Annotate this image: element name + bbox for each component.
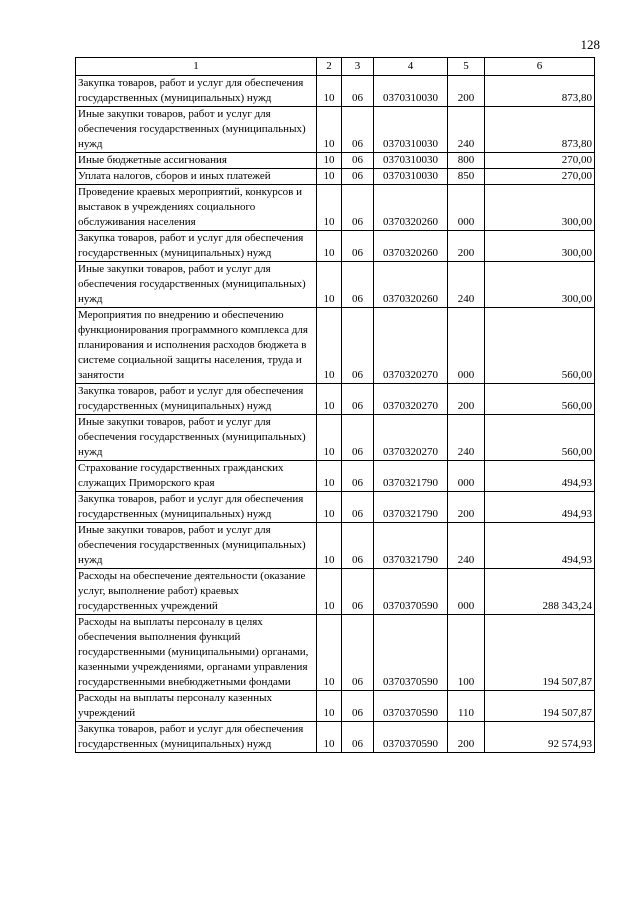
- row-subsection: 06: [342, 308, 374, 384]
- row-expense-type: 200: [448, 76, 485, 107]
- row-subsection: 06: [342, 615, 374, 691]
- row-subsection: 06: [342, 523, 374, 569]
- header-col-1: 1: [76, 58, 317, 76]
- row-amount: 494,93: [485, 523, 595, 569]
- row-expense-type: 000: [448, 185, 485, 231]
- header-col-4: 4: [374, 58, 448, 76]
- row-expense-type: 850: [448, 169, 485, 185]
- row-name: Закупка товаров, работ и услуг для обеспечения государственных (муниципальных) нужд: [76, 76, 317, 107]
- page-number: 128: [580, 37, 600, 52]
- row-name: Иные закупки товаров, работ и услуг для обеспечения государственных (муниципальных) нужд: [76, 262, 317, 308]
- table-row: [76, 262, 595, 308]
- row-expense-type: 200: [448, 722, 485, 753]
- row-target-article: 0370320260: [374, 231, 448, 262]
- row-amount: 300,00: [485, 262, 595, 308]
- row-amount: 92 574,93: [485, 722, 595, 753]
- row-expense-type: 110: [448, 691, 485, 722]
- row-expense-type: 240: [448, 107, 485, 153]
- row-amount: 560,00: [485, 384, 595, 415]
- row-expense-type: 100: [448, 615, 485, 691]
- row-name: Иные бюджетные ассигнования: [76, 153, 317, 169]
- row-expense-type: 000: [448, 308, 485, 384]
- row-target-article: 0370310030: [374, 153, 448, 169]
- row-subsection: 06: [342, 262, 374, 308]
- row-section: 10: [317, 461, 342, 492]
- row-target-article: 0370320270: [374, 384, 448, 415]
- row-subsection: 06: [342, 231, 374, 262]
- row-section: 10: [317, 569, 342, 615]
- row-subsection: 06: [342, 384, 374, 415]
- row-target-article: 0370370590: [374, 615, 448, 691]
- table-row: [76, 107, 595, 153]
- row-target-article: 0370370590: [374, 722, 448, 753]
- row-target-article: 0370370590: [374, 569, 448, 615]
- row-name: Расходы на обеспечение деятельности (оказание услуг, выполнение работ) краевых государственных учреждений: [76, 569, 317, 615]
- table-row: [76, 76, 595, 107]
- row-subsection: 06: [342, 492, 374, 523]
- row-section: 10: [317, 231, 342, 262]
- row-name: Иные закупки товаров, работ и услуг для обеспечения государственных (муниципальных) нужд: [76, 523, 317, 569]
- row-subsection: 06: [342, 569, 374, 615]
- row-subsection: 06: [342, 76, 374, 107]
- row-subsection: 06: [342, 691, 374, 722]
- row-subsection: 06: [342, 415, 374, 461]
- row-name: Закупка товаров, работ и услуг для обеспечения государственных (муниципальных) нужд: [76, 492, 317, 523]
- row-target-article: 0370310030: [374, 169, 448, 185]
- row-section: 10: [317, 722, 342, 753]
- row-amount: 194 507,87: [485, 691, 595, 722]
- row-subsection: 06: [342, 722, 374, 753]
- row-amount: 300,00: [485, 231, 595, 262]
- row-section: 10: [317, 262, 342, 308]
- row-name: Мероприятия по внедрению и обеспечению функционирования программного комплекса для планирования и исполнения расходов бюджета в системе социальной защиты населения, труда и занятости: [76, 308, 317, 384]
- row-name: Закупка товаров, работ и услуг для обеспечения государственных (муниципальных) нужд: [76, 384, 317, 415]
- row-section: 10: [317, 76, 342, 107]
- row-target-article: 0370321790: [374, 492, 448, 523]
- table-row: [76, 569, 595, 615]
- table-header-row: [76, 58, 595, 76]
- row-expense-type: 200: [448, 231, 485, 262]
- table-body: [76, 76, 595, 753]
- row-name: Закупка товаров, работ и услуг для обеспечения государственных (муниципальных) нужд: [76, 722, 317, 753]
- row-section: 10: [317, 492, 342, 523]
- row-amount: 288 343,24: [485, 569, 595, 615]
- row-target-article: 0370320260: [374, 185, 448, 231]
- row-amount: 560,00: [485, 308, 595, 384]
- row-expense-type: 240: [448, 262, 485, 308]
- row-target-article: 0370370590: [374, 691, 448, 722]
- row-target-article: 0370320270: [374, 415, 448, 461]
- row-target-article: 0370321790: [374, 523, 448, 569]
- row-amount: 873,80: [485, 107, 595, 153]
- row-amount: 494,93: [485, 492, 595, 523]
- row-expense-type: 200: [448, 384, 485, 415]
- row-name: Иные закупки товаров, работ и услуг для обеспечения государственных (муниципальных) нужд: [76, 415, 317, 461]
- row-section: 10: [317, 384, 342, 415]
- row-amount: 194 507,87: [485, 615, 595, 691]
- table-row: [76, 415, 595, 461]
- table-row: [76, 308, 595, 384]
- row-subsection: 06: [342, 461, 374, 492]
- row-name: Иные закупки товаров, работ и услуг для обеспечения государственных (муниципальных) нужд: [76, 107, 317, 153]
- row-amount: 270,00: [485, 169, 595, 185]
- row-name: Закупка товаров, работ и услуг для обеспечения государственных (муниципальных) нужд: [76, 231, 317, 262]
- row-amount: 873,80: [485, 76, 595, 107]
- row-section: 10: [317, 523, 342, 569]
- row-amount: 494,93: [485, 461, 595, 492]
- row-name: Страхование государственных гражданских служащих Приморского края: [76, 461, 317, 492]
- row-section: 10: [317, 691, 342, 722]
- table-row: [76, 169, 595, 185]
- row-target-article: 0370320270: [374, 308, 448, 384]
- header-col-2: 2: [317, 58, 342, 76]
- row-expense-type: 240: [448, 523, 485, 569]
- row-amount: 560,00: [485, 415, 595, 461]
- row-expense-type: 800: [448, 153, 485, 169]
- row-section: 10: [317, 415, 342, 461]
- row-expense-type: 200: [448, 492, 485, 523]
- table-row: [76, 615, 595, 691]
- table-row: [76, 461, 595, 492]
- header-col-6: 6: [485, 58, 595, 76]
- row-subsection: 06: [342, 169, 374, 185]
- row-subsection: 06: [342, 153, 374, 169]
- table-row: [76, 691, 595, 722]
- row-name: Проведение краевых мероприятий, конкурсов и выставок в учреждениях социального обслуживания населения: [76, 185, 317, 231]
- header-col-5: 5: [448, 58, 485, 76]
- row-amount: 270,00: [485, 153, 595, 169]
- row-subsection: 06: [342, 107, 374, 153]
- row-expense-type: 000: [448, 461, 485, 492]
- row-name: Расходы на выплаты персоналу в целях обеспечения выполнения функций государственными (муниципальными) органами, казенными учреждениями, органами управления государственными внебюджетными фондами: [76, 615, 317, 691]
- row-section: 10: [317, 185, 342, 231]
- row-target-article: 0370310030: [374, 76, 448, 107]
- table-row: [76, 153, 595, 169]
- table-row: [76, 492, 595, 523]
- row-name: Расходы на выплаты персоналу казенных учреждений: [76, 691, 317, 722]
- row-section: 10: [317, 107, 342, 153]
- row-expense-type: 000: [448, 569, 485, 615]
- row-subsection: 06: [342, 185, 374, 231]
- row-section: 10: [317, 308, 342, 384]
- row-amount: 300,00: [485, 185, 595, 231]
- table-row: [76, 185, 595, 231]
- header-col-3: 3: [342, 58, 374, 76]
- row-section: 10: [317, 153, 342, 169]
- table-row: [76, 523, 595, 569]
- row-expense-type: 240: [448, 415, 485, 461]
- budget-table: [75, 57, 595, 753]
- table-row: [76, 384, 595, 415]
- row-target-article: 0370321790: [374, 461, 448, 492]
- table-row: [76, 722, 595, 753]
- row-section: 10: [317, 615, 342, 691]
- table-row: [76, 231, 595, 262]
- row-target-article: 0370310030: [374, 107, 448, 153]
- row-target-article: 0370320260: [374, 262, 448, 308]
- row-name: Уплата налогов, сборов и иных платежей: [76, 169, 317, 185]
- row-section: 10: [317, 169, 342, 185]
